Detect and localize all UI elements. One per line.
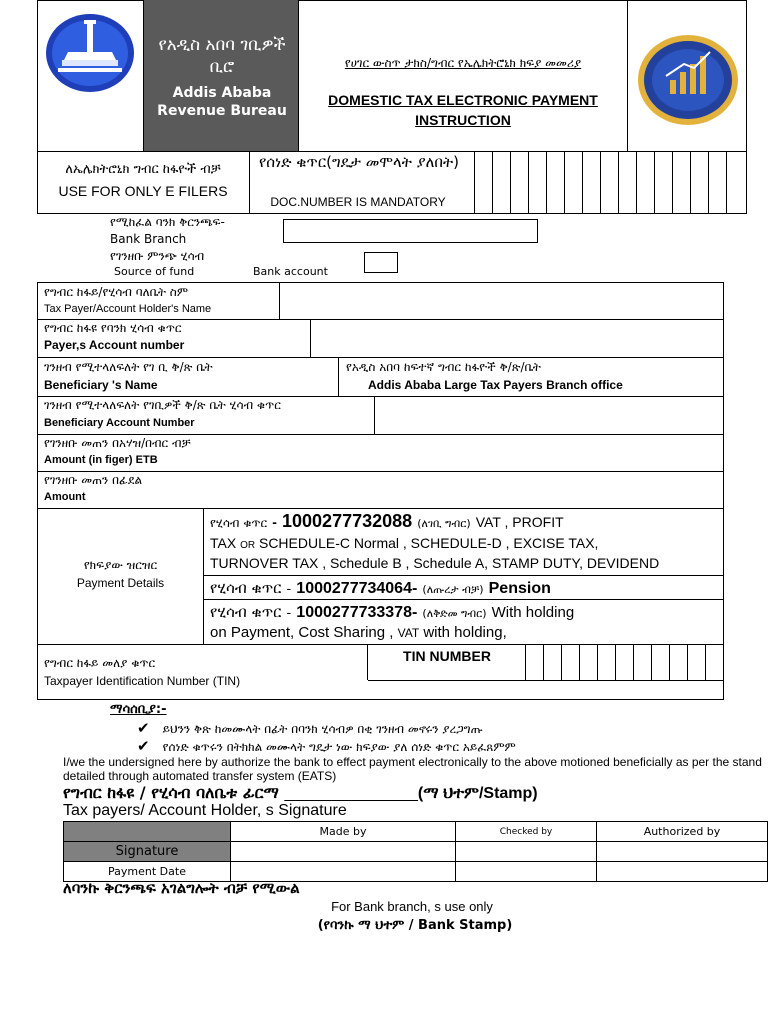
line2-prefix: የሂሳብ ቁጥር (210, 579, 282, 597)
line2-account-number: 1000277734064- (296, 580, 418, 597)
made-by-signature-cell[interactable] (231, 842, 456, 862)
payment-line2: የሂሳብ ቁጥር - 1000277734064- (ለጡረታ ብቻ) Pension (210, 579, 551, 597)
line3-paren: (ለቅድመ ግብር) (422, 607, 487, 620)
revenue-bureau-emblem-icon (636, 34, 740, 126)
amount-words-label-amharic: የገንዘቡ መጠን በፊደል (44, 473, 143, 487)
efilers-amharic: ለኤሌክትሮኒክ ግብር ከፋዮች ብቻ (65, 162, 221, 177)
bureau-name-english: Addis Ababa Revenue Bureau (157, 85, 287, 119)
title-english-line2: INSTRUCTION (415, 112, 511, 128)
notes-heading: ማሳሰቢያ:- (110, 702, 167, 717)
doc-number-amharic: የሰነድ ቁጥር(ግዴታ መሞላት ያለበት) (258, 153, 460, 171)
checked-by-signature-cell[interactable] (456, 842, 597, 862)
payment-details-label-amharic: የክፍያው ዝርዝር (83, 558, 158, 572)
beneficiary-account-row (37, 396, 724, 435)
doc-number-boxes[interactable] (474, 151, 747, 214)
holder-row (37, 282, 724, 320)
beneficiary-value-english: Addis Ababa Large Tax Payers Branch office (368, 378, 623, 392)
signature-line-amharic: የግብር ከፋዩ / የሂሳብ ባለቤቱ ፊርማ (63, 783, 279, 802)
line2-paren: (ለጡረታ ብቻ) (422, 583, 484, 596)
beneficiary-label-amharic: ገንዘብ የሚተላለፍለት የገ ቢ ቅ/ጽ ቤት (44, 360, 213, 374)
bank-stamp-label: (የባንኩ ማ ህተም / Bank Stamp) (317, 918, 513, 933)
payer-account-label-amharic: የግብር ከፋዩ የባንክ ሂሳብ ቁጥር (44, 321, 182, 335)
tin-number-label: TIN NUMBER (403, 648, 491, 664)
city-administration-seal-icon (44, 12, 136, 94)
bank-account-box[interactable] (364, 252, 398, 273)
holder-label-amharic: የግብር ከፋይ/የሂሳብ ባለቤት ስም (44, 285, 189, 299)
note-item-2 (137, 736, 516, 755)
payment-line3b (210, 624, 507, 641)
check-mark-icon: ✔ (137, 737, 150, 755)
bureau-name-panel (143, 0, 299, 152)
right-logo (627, 0, 747, 152)
bureau-name-amharic: የአዲስ አበባ ገቢዎች ቢሮ (158, 35, 286, 77)
signature-line-blank: _______________ (284, 785, 418, 802)
line1-account-number: 1000277732088 (282, 511, 413, 531)
bank-branch-field[interactable] (283, 219, 538, 243)
line1b-post: SCHEDULE-C Normal , SCHEDULE-D , EXCISE TAX, (258, 535, 599, 551)
payer-account-row (37, 319, 724, 358)
payer-account-label-english: Payer,s Account number (44, 338, 185, 352)
title-english-line1: DOMESTIC TAX ELECTRONIC PAYMENT (328, 92, 598, 108)
line3b-tail: with holding, (423, 624, 507, 641)
line2-pension: Pension (488, 580, 551, 597)
bank-branch-amharic: የሚከፈል ባንክ ቅርንጫፍ- (110, 215, 225, 229)
authorized-by-header: Authorized by (597, 822, 768, 842)
beneficiary-value-amharic: የአዲስ አበባ ከፍተኛ ግብር ከፋዮች ቅ/ጽ/ቤት (346, 360, 541, 374)
beneficiary-account-label-english: Beneficiary Account Number (44, 417, 195, 429)
tin-number-header (367, 645, 525, 680)
bank-branch-english: Bank Branch (110, 232, 187, 246)
line1b-or: OR (240, 540, 256, 551)
check-mark-icon: ✔ (137, 719, 150, 737)
signature-row-label: Signature (64, 842, 231, 862)
title-amharic: የሀገር ውስጥ ታክስ/ግብር የኤሌክትሮኒክ ክፍያ መመሪያ (344, 56, 582, 70)
line3-account-number: 1000277733378- (296, 604, 418, 621)
line3b-vat: VAT (397, 626, 420, 640)
line1-paren: (ለገቢ ግብር) (417, 517, 471, 530)
payment-details-label-english: Payment Details (76, 576, 165, 590)
signature-english: Tax payers/ Account Holder, s Signature (63, 802, 347, 819)
beneficiary-row (37, 357, 724, 397)
note-2-text: የሰነድ ቁጥሩን በትክክል መሙላት ግዴታ ነው ክፍያው ያለ ሰነድ ቁጥር አይፈጸምም (162, 740, 516, 754)
made-by-header: Made by (231, 822, 456, 842)
efilers-english: USE FOR ONLY E FILERS (58, 183, 228, 199)
approval-table (63, 821, 768, 882)
approval-table-corner (64, 822, 231, 842)
amount-figure-row (37, 434, 724, 472)
line3-withholding: With holding (491, 604, 575, 621)
tin-label-amharic: የግብር ከፋይ መለያ ቁጥር (44, 656, 156, 670)
signature-line (63, 783, 538, 803)
source-of-fund-amharic: የገንዘቡ ምንጭ ሂሳብ (110, 249, 205, 263)
note-item-1 (137, 718, 483, 737)
amount-figure-label-english: Amount (in figer) ETB (44, 454, 158, 466)
amount-figure-label-amharic: የገንዘቡ መጠን በአሃዝ/በብር ብቻ (44, 436, 191, 450)
payment-line1: የሂሳብ ቁጥር - 1000277732088 (ለገቢ ግብር) VAT , PROFIT (210, 511, 564, 531)
authorized-by-signature-cell[interactable] (597, 842, 768, 862)
beneficiary-label-english: Beneficiary 's Name (44, 378, 158, 392)
authorized-by-date-cell[interactable] (597, 862, 768, 882)
checked-by-header: Checked by (456, 822, 597, 842)
line3-prefix: የሂሳብ ቁጥር (210, 603, 282, 621)
source-of-fund-english: Source of fund (114, 265, 195, 278)
payment-line1b (210, 535, 598, 551)
amount-words-row (37, 471, 724, 509)
payment-line3: የሂሳብ ቁጥር - 1000277733378- (ለቅድመ ግብር) With holding (210, 603, 575, 621)
amount-words-label-english: Amount (44, 491, 86, 503)
bank-use-amharic: ለባንኩ ቅርንጫፍ አገልግሎት ብቻ የሚውል (63, 879, 300, 897)
tin-label-english: Taxpayer Identification Number (TIN) (44, 674, 241, 688)
line1-tax-types-a: VAT , PROFIT (475, 514, 564, 530)
payment-line1c: TURNOVER TAX , Schedule B , Schedule A, STAMP DUTY, DEVIDEND (210, 555, 660, 571)
payment-details-block (37, 508, 724, 645)
authorization-text: I/we the undersigned here by authorize the bank to effect payment electronically to the above motioned beneficially as per the stand detailed through automated transfer system (EATS) (63, 755, 762, 783)
note-1-text: ይህንን ቅጽ ከመሙላት በፊት በባንክ ሂሳብዎ በቂ ገንዘብ መኖሩን ያረጋግጡ (162, 722, 483, 736)
left-logo (37, 0, 143, 152)
tin-number-boxes[interactable] (525, 645, 724, 680)
holder-label-english: Tax Payer/Account Holder's Name (44, 303, 212, 315)
payment-date-row-label: Payment Date (64, 862, 231, 882)
bank-use-english: For Bank branch, s use only (331, 899, 493, 914)
doc-number-english: DOC.NUMBER IS MANDATORY (270, 195, 446, 209)
line1-prefix: የሂሳብ ቁጥር (210, 516, 268, 530)
signature-stamp: (ማ ህተም/Stamp) (417, 785, 538, 802)
checked-by-date-cell[interactable] (456, 862, 597, 882)
line3b-text: on Payment, Cost Sharing , (210, 624, 394, 641)
form-title (299, 0, 627, 152)
line1b-pre: TAX (210, 535, 237, 551)
bank-account-label: Bank account (253, 265, 328, 278)
beneficiary-account-label-amharic: ገንዘብ የሚተላለፍለት የገቢዎች ቅ/ጽ ቤት ሂሳብ ቁጥር (44, 398, 281, 412)
